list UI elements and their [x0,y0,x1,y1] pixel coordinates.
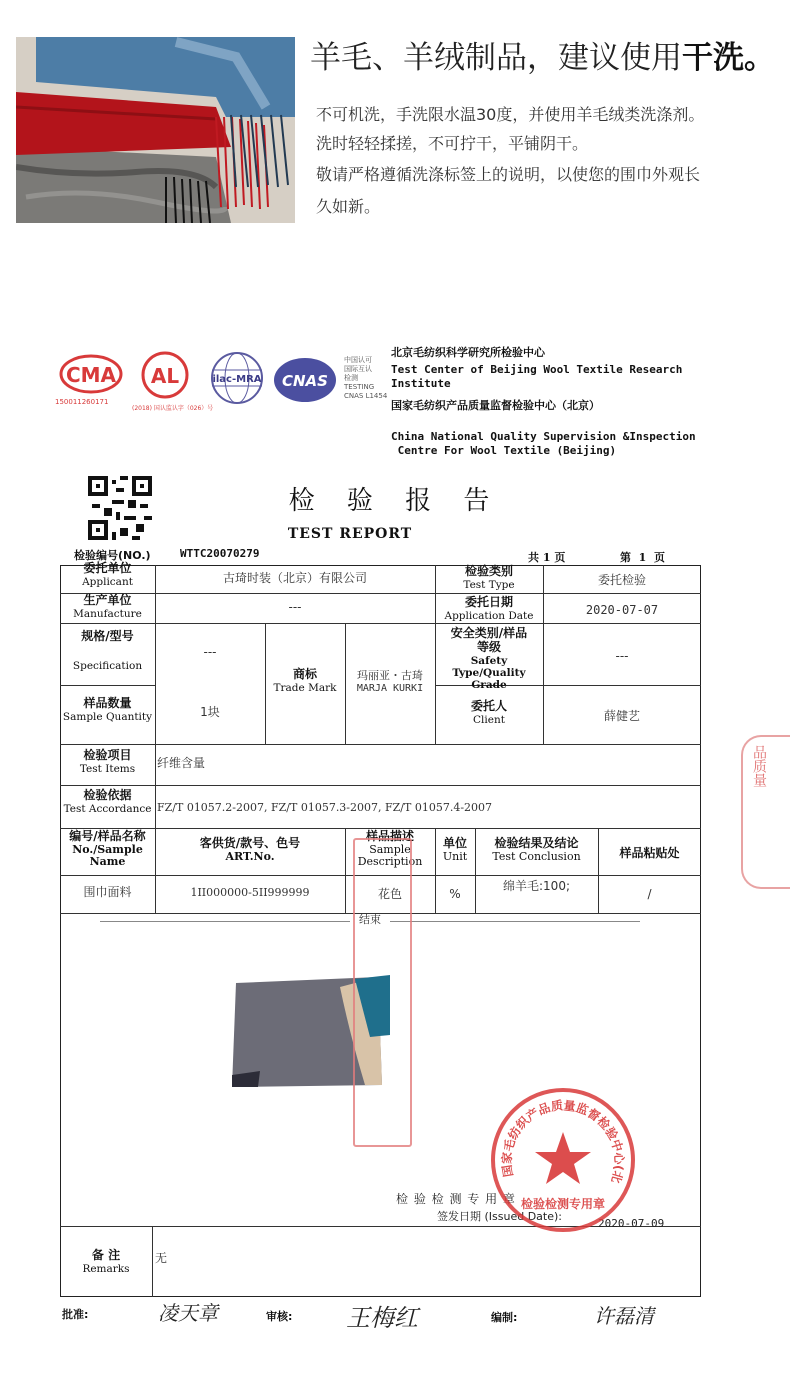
test-items-value: 纤维含量 [157,756,206,770]
compile-signature: 许磊清 [594,1304,654,1328]
report-number-label: 检验编号(NO.) [74,549,151,562]
remarks-value: 无 [155,1251,168,1265]
svg-text:AL: AL [150,364,180,388]
scarf-photo [16,37,295,223]
total-pages: 共 1 页 [528,551,566,564]
issued-date-value: 2020-07-09 [598,1217,665,1230]
test-type-value: 委托检验 [597,573,646,587]
lab-name-en-2: Institute [391,377,451,390]
care-line-1: 不可机洗，手洗限水温30度，并使用羊毛绒类洗涤剂。 [316,105,705,124]
sample-quantity-label: 样品数量 Sample Quantity [62,696,153,723]
col-sample-description: 样品描述 Sample Description [357,829,423,869]
svg-text:检验检测专用章: 检验检测专用章 [520,1197,606,1211]
review-signature: 王梅红 [346,1304,418,1332]
test-accordance-label: 检验依据 Test Accordance [63,788,152,815]
client-value: 薛健艺 [603,709,640,723]
col-unit: 单位 Unit [442,836,468,863]
row-unit: % [449,887,461,901]
approve-label: 批准: [62,1308,89,1321]
specification-label: 规格/型号 Specification [72,629,143,672]
care-line-2: 洗时轻轻揉搓，不可拧干，平铺阴干。 [316,134,589,153]
report-number-value: WTTC20070279 [180,547,260,560]
compile-label: 编制: [491,1311,518,1324]
vertical-red-stamp [353,838,412,1147]
lab-name-cn: 北京毛纺织科学研究所检验中心 [391,346,545,359]
seal-label: 检 验 检 测 专 用 章 [396,1192,516,1206]
col-sample-name: 编号/样品名称 No./Sample Name [69,829,146,869]
cnas-side-text: 中国认可 国际互认 检测 TESTING CNAS L1454 [344,356,388,400]
approve-signature: 凌天章 [158,1301,218,1325]
care-line-4: 久如新。 [316,197,381,216]
cal-logo [135,350,205,410]
applicant-value: 古琦时装（北京）有限公司 [222,571,367,585]
sample-quantity-value: 1块 [200,705,220,719]
care-title: 羊毛、羊绒制品，建议使用干洗。 [310,40,775,76]
svg-text:国家毛纺织产品质量监督检验中心(北京): 国家毛纺织产品质量监督检验中心(北 [499,1098,627,1185]
cal-number: (2018) 国认监认字（026）号 [132,405,214,412]
row-art-no: 1II000000-5II999999 [190,886,310,899]
test-type-label: 检验类别 Test Type [463,564,515,591]
row-paste: / [647,887,652,901]
page-number: 第 1 页 [620,551,665,564]
application-date-label: 委托日期 Application Date [444,595,534,622]
center-name-en-2: Centre For Wool Textile (Beijing) [391,444,617,457]
ilac-logo [207,350,267,410]
specification-value: --- [203,645,217,659]
official-red-stamp [489,1086,637,1234]
safety-type-value: --- [615,649,629,663]
remarks-label: 备 注 Remarks [82,1248,130,1275]
side-partial-stamp: 品质量 [741,735,790,889]
review-label: 审核: [266,1310,293,1323]
row-sample-name: 围巾面料 [83,885,132,899]
test-items-label: 检验项目 Test Items [79,748,136,775]
care-line-3: 敬请严格遵循洗涤标签上的说明，以使您的围巾外观长 [316,165,701,184]
center-name-en-1: China National Quality Supervision &Inspection [391,430,696,443]
safety-type-label: 安全类别/样品 等级 Safety Type/Quality Grade [450,626,528,691]
svg-text:CNAS: CNAS [282,372,328,390]
svg-text:CMA: CMA [65,363,117,387]
end-mark: 结束 [350,914,390,927]
cma-number: 150011260171 [55,398,109,406]
lab-name-en-1: Test Center of Beijing Wool Textile Research [391,363,683,376]
applicant-label: 委托单位 Applicant [82,561,133,588]
svg-text:ilac-MRA: ilac-MRA [212,374,262,385]
col-test-conclusion: 检验结果及结论 Test Conclusion [492,836,581,863]
report-subtitle: TEST REPORT [287,526,413,542]
report-title: 检 验 报 告 [288,486,502,516]
row-result: 绵羊毛:100; [503,879,570,893]
manufacture-label: 生产单位 Manufacture [73,593,142,620]
issued-date-label: 签发日期 (Issued Date): [437,1210,563,1223]
col-sample-paste: 样品粘贴处 [619,846,680,860]
trademark-label: 商标 Trade Mark [273,667,337,694]
application-date-value: 2020-07-07 [585,603,659,617]
client-label: 委托人 Client [470,699,507,726]
center-name-cn: 国家毛纺织产品质量监督检验中心（北京） [391,399,600,412]
test-accordance-value: FZ/T 01057.2-2007, FZ/T 01057.3-2007, FZ/T 01057.4-2007 [157,801,493,814]
cnas-logo [272,355,338,405]
manufacture-value: --- [288,600,302,614]
col-art-no: 客供货/款号、色号 ART.No. [199,836,301,863]
trademark-value: 玛丽亚・古琦 MARJA KURKI [356,669,424,694]
row-description: 花色 [377,887,402,901]
